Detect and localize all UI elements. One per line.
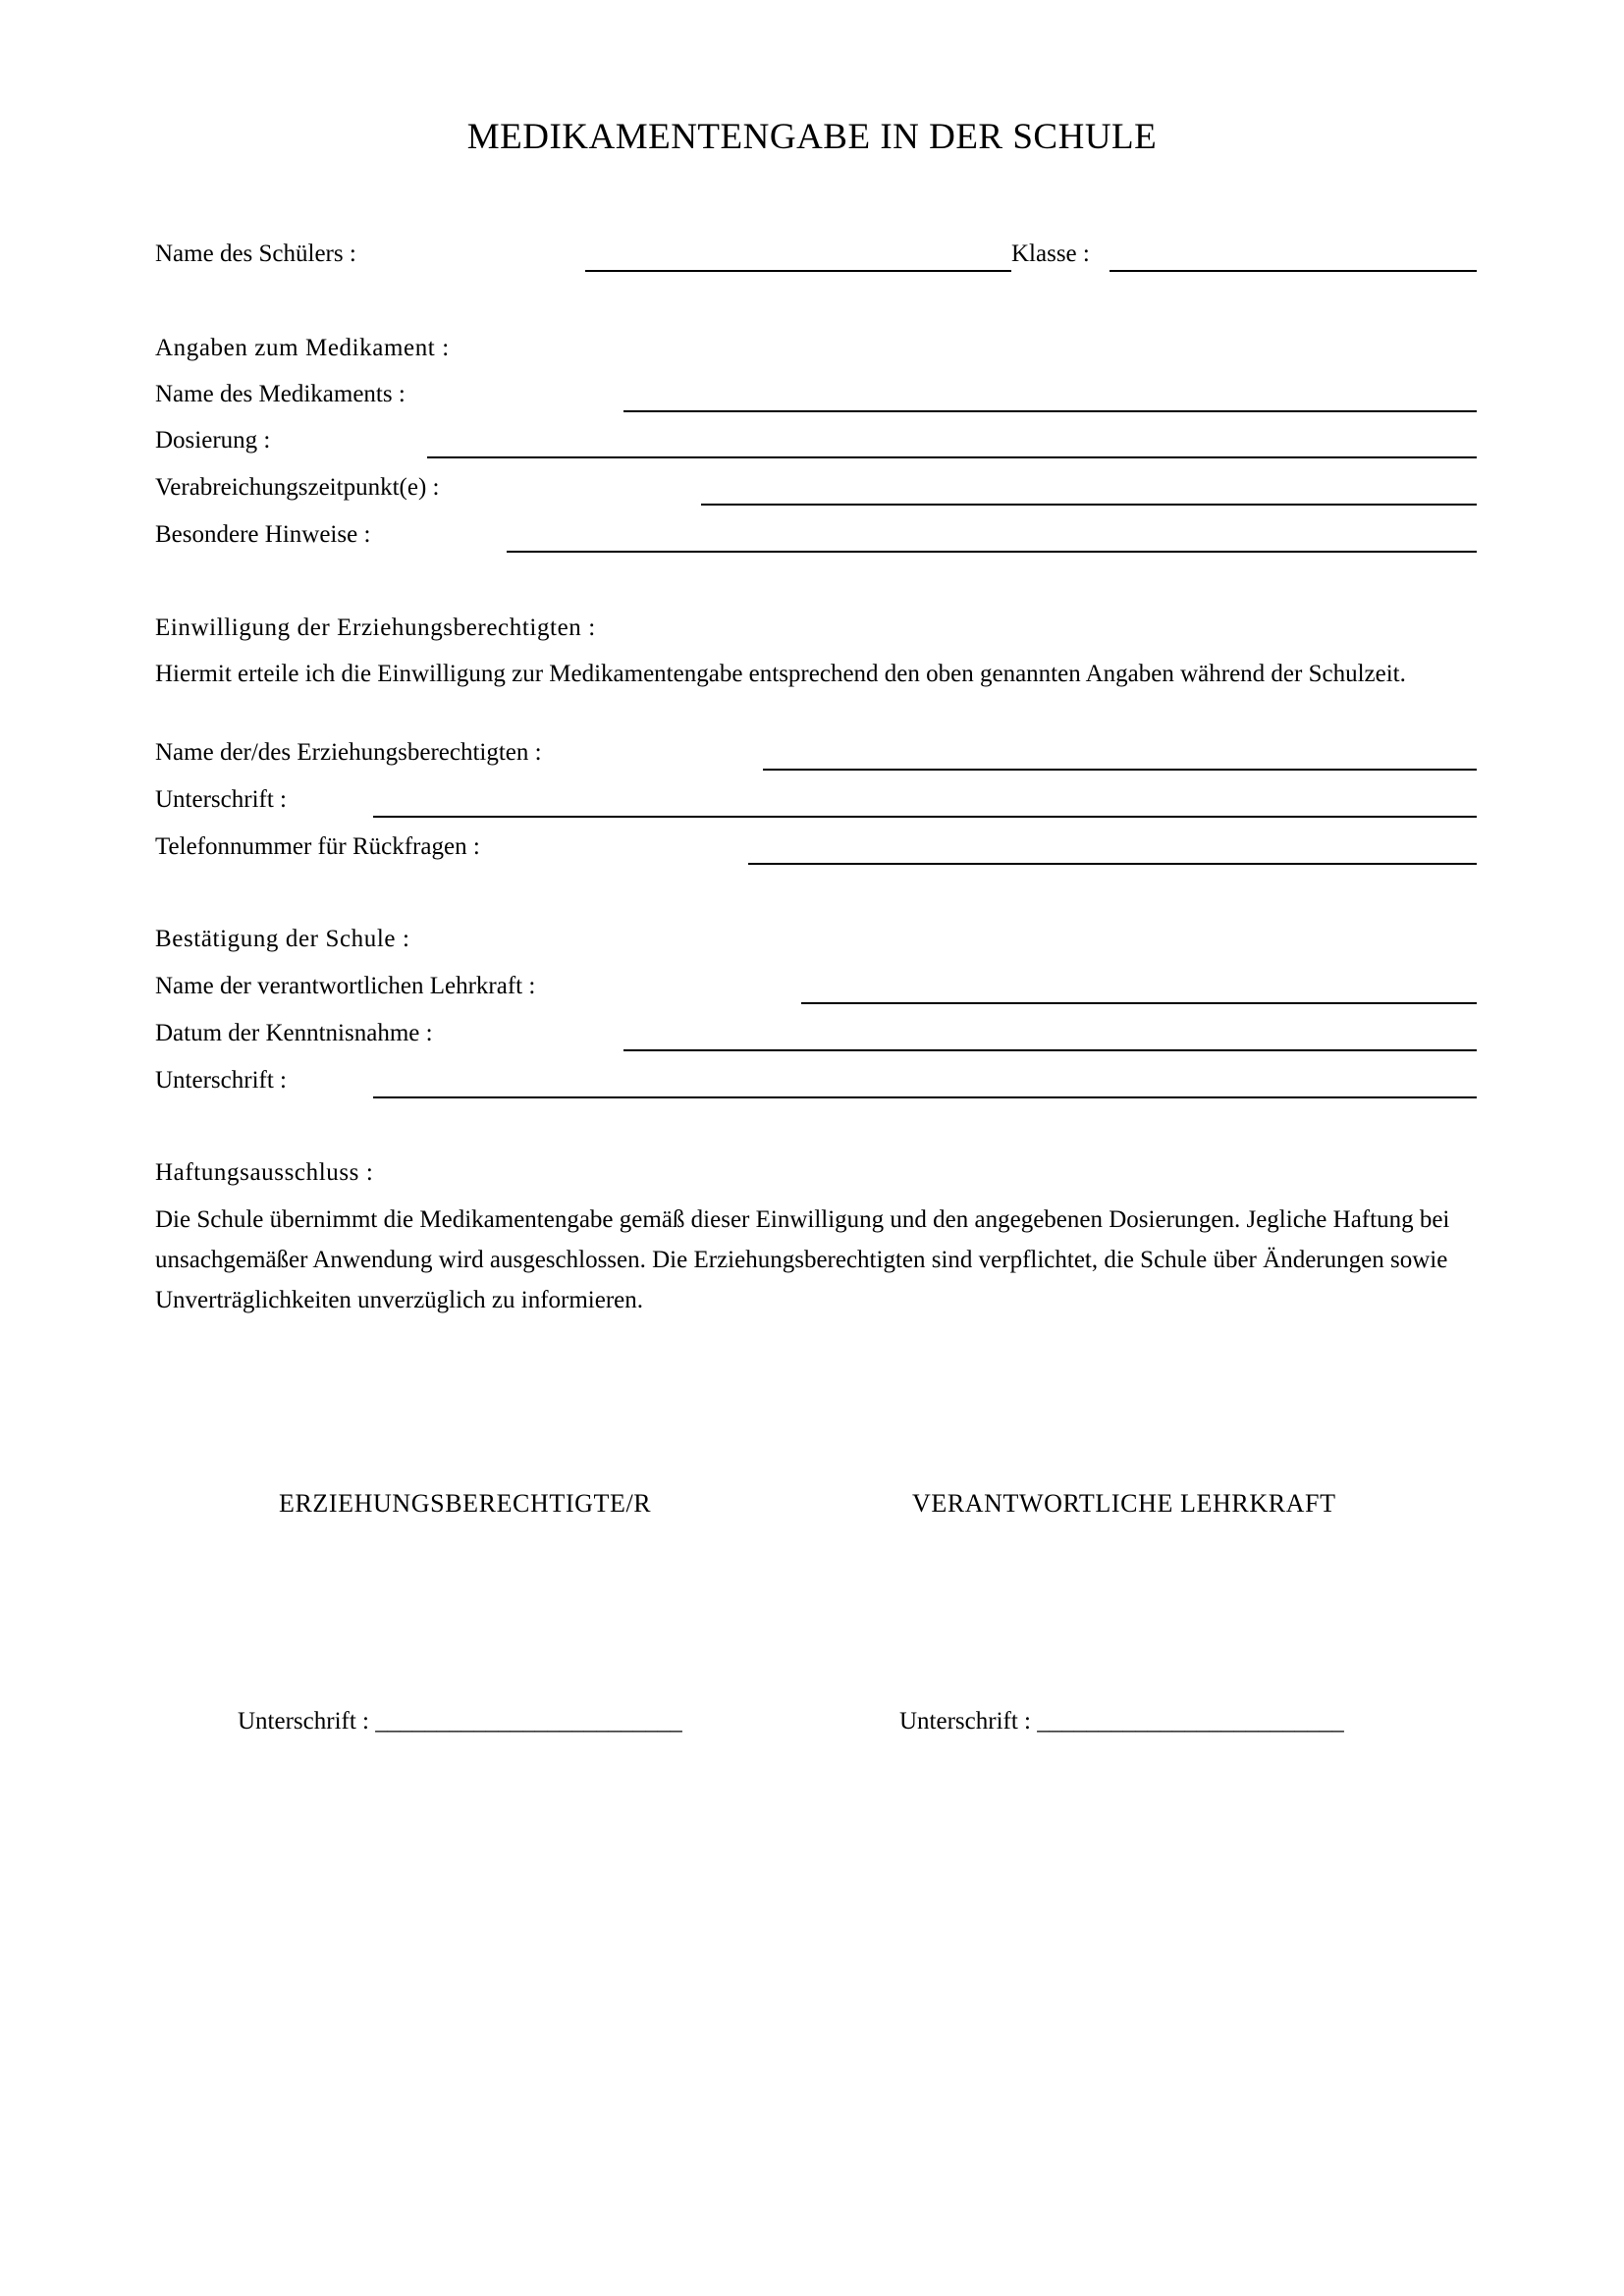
school-signature-label: Unterschrift : — [155, 1067, 287, 1094]
dosage-field[interactable] — [427, 456, 1477, 458]
date-field[interactable] — [623, 1049, 1477, 1051]
page-title: MEDIKAMENTENGABE IN DER SCHULE — [466, 117, 1158, 157]
teacher-name-label: Name der verantwortlichen Lehrkraft : — [155, 973, 536, 999]
school-signature-field[interactable] — [373, 1096, 1477, 1098]
liability-heading: Haftungsausschluss : — [155, 1159, 374, 1186]
consent-text: Hiermit erteile ich die Einwilligung zur Medikamentengabe entsprechend den oben genannten Angaben während der Schulzeit. — [155, 661, 1406, 687]
guardian-signature-label: Unterschrift : — [155, 786, 287, 813]
timing-label: Verabreichungszeitpunkt(e) : — [155, 474, 440, 501]
liability-text: Die Schule übernimmt die Medikamentengabe gemäß dieser Einwilligung und den angegebenen Dosierungen. Jegliche Haftung bei unsachgemäßer Anwendung wird ausgeschlossen. Die Erziehungsberechtigten sind verpflichtet, die Schule über Änderungen sowie Unverträglichkeiten unverzüglich zu informieren. — [155, 1206, 1450, 1313]
timing-field[interactable] — [701, 504, 1477, 506]
guardian-signature-field[interactable] — [373, 816, 1477, 818]
teacher-final-signature[interactable]: Unterschrift : _________________________ — [899, 1708, 1344, 1735]
student-name-label: Name des Schülers : — [155, 240, 356, 267]
teacher-signature-heading: VERANTWORTLICHE LEHRKRAFT — [912, 1489, 1336, 1518]
guardian-final-signature[interactable]: Unterschrift : _________________________ — [238, 1708, 682, 1735]
class-field[interactable] — [1110, 270, 1477, 272]
guardian-name-field[interactable] — [763, 769, 1477, 771]
phone-label: Telefonnummer für Rückfragen : — [155, 833, 480, 860]
school-heading: Bestätigung der Schule : — [155, 926, 410, 952]
guardian-signature-heading: ERZIEHUNGSBERECHTIGTE/R — [279, 1489, 652, 1518]
dosage-label: Dosierung : — [155, 427, 271, 454]
phone-field[interactable] — [748, 863, 1477, 865]
consent-heading: Einwilligung der Erziehungsberechtigten : — [155, 614, 596, 641]
medication-name-field[interactable] — [623, 410, 1477, 412]
notes-label: Besondere Hinweise : — [155, 521, 371, 548]
student-name-field[interactable] — [585, 270, 1011, 272]
date-label: Datum der Kenntnisnahme : — [155, 1020, 433, 1046]
notes-field[interactable] — [507, 551, 1477, 553]
medication-heading: Angaben zum Medikament : — [155, 335, 450, 361]
guardian-name-label: Name der/des Erziehungsberechtigten : — [155, 739, 542, 766]
medication-name-label: Name des Medikaments : — [155, 381, 406, 407]
teacher-name-field[interactable] — [801, 1002, 1477, 1004]
class-label: Klasse : — [1011, 240, 1090, 267]
